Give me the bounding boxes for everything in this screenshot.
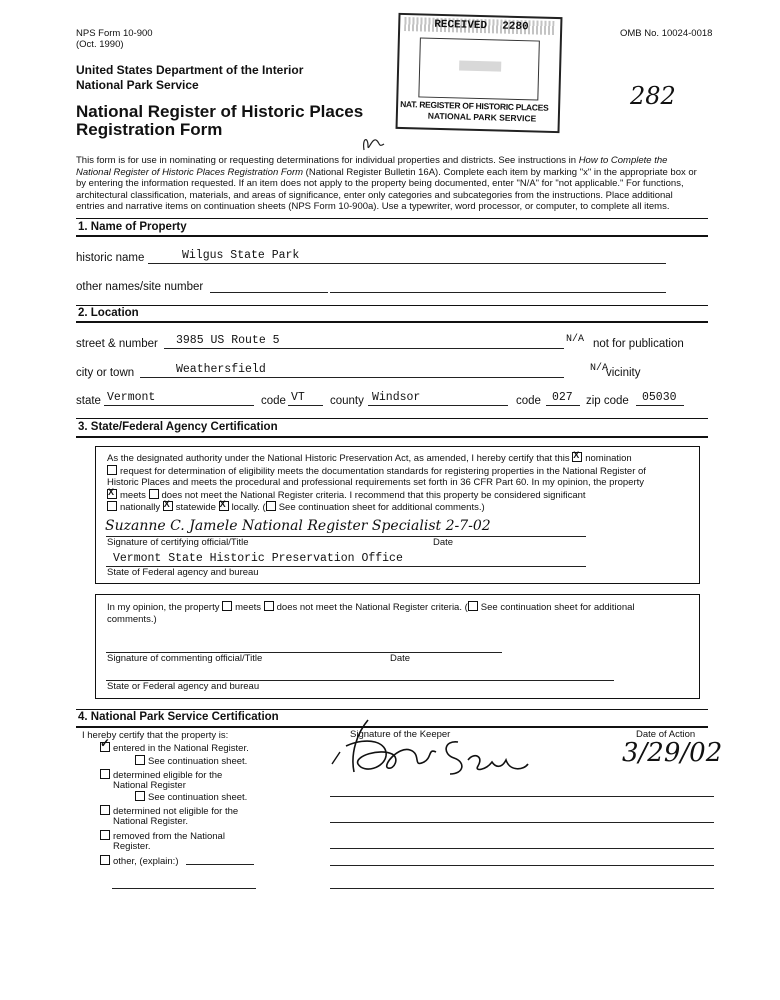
opt-not-eligible-2: National Register. [113, 816, 188, 827]
opinion-continuation-checkbox[interactable] [468, 601, 478, 611]
form-subtitle: Registration Form [76, 120, 223, 139]
date-label: Date [433, 537, 454, 548]
zip-value[interactable]: 05030 [642, 391, 677, 404]
date-of-action-value: 3/29/02 [622, 738, 723, 768]
keeper-signature-label: Signature of the Keeper [350, 729, 451, 740]
removed-checkbox[interactable] [100, 830, 110, 840]
section-2-heading: 2. Location [78, 307, 139, 319]
entered-continuation-checkbox[interactable] [135, 755, 145, 765]
continuation-checkbox[interactable] [266, 501, 276, 511]
opt-not-eligible: determined not eligible for the [100, 805, 238, 818]
opt-eligible-2: National Register [113, 780, 186, 791]
historic-name-label: historic name [76, 252, 145, 264]
nomination-checkbox[interactable] [572, 452, 582, 462]
street-value[interactable]: 3985 US Route 5 [176, 334, 280, 347]
received-stamp [396, 13, 563, 133]
certifying-signature: Suzanne C. Jamele National Register Specialist 2-7-02 [105, 518, 491, 534]
state-value[interactable]: Vermont [107, 391, 156, 404]
commenting-signature-label: Signature of commenting official/Title [107, 653, 263, 664]
keeper-signature-mark [328, 712, 538, 796]
opt-other: other, (explain:) [100, 855, 178, 868]
historic-name-value[interactable]: Wilgus State Park [182, 249, 300, 262]
opinion-text: In my opinion, the property meets does not meet the National Register criteria. ( See continuation sheet for additional comments.) [107, 602, 635, 625]
certification-text: As the designated authority under the National Historic Preservation Act, as amended, I hereby certify that this X nomination request for determination of eligibility meets the documentation standards for registering properties in the National Register of Historic Places and meets the procedural and professional requirements set forth in 36 CFR Part 60. In my opinion, the property Xmeets does not meet the National Register criteria. I recommend that this property be considered significant nationally X statewide X locally. ( See continuation sheet for additional comments.) [107, 452, 687, 514]
eligible-continuation-checkbox[interactable] [135, 791, 145, 801]
does-not-meet-checkbox[interactable] [149, 489, 159, 499]
opt-entered-cont: See continuation sheet. [135, 755, 247, 768]
opt-eligible-cont: See continuation sheet. [135, 791, 247, 804]
state-code-value[interactable]: VT [291, 391, 305, 404]
vicinity-label: vicinity [606, 367, 641, 379]
handwritten-number: 282 [630, 82, 676, 110]
eligible-checkbox[interactable] [100, 769, 110, 779]
commenting-date-label: Date [390, 653, 411, 664]
opinion-does-not-meet-checkbox[interactable] [264, 601, 274, 611]
other-explain-field[interactable] [186, 864, 254, 865]
other-names-field[interactable] [210, 292, 328, 293]
not-for-publication-label: not for publication [593, 338, 684, 350]
agency-value[interactable]: Vermont State Historic Preservation Office [113, 552, 403, 565]
locally-checkbox[interactable] [219, 501, 229, 511]
form-number: NPS Form 10-900 [76, 28, 153, 39]
nationally-checkbox[interactable] [107, 501, 117, 511]
opt-eligible: determined eligible for the [100, 769, 222, 782]
state-label: state [76, 395, 101, 407]
section-3-heading: 3. State/Federal Agency Certification [78, 421, 278, 433]
stamp-agency-2: NATIONAL PARK SERVICE [427, 110, 537, 124]
section-4-heading: 4. National Park Service Certification [78, 711, 279, 723]
opinion-meets-checkbox[interactable] [222, 601, 232, 611]
statewide-checkbox[interactable] [163, 501, 173, 511]
city-label: city or town [76, 367, 135, 379]
department: United States Department of the Interior [76, 63, 304, 77]
opt-entered: ✓entered in the National Register. [100, 742, 249, 755]
other-checkbox[interactable] [100, 855, 110, 865]
not-eligible-checkbox[interactable] [100, 805, 110, 815]
request-checkbox[interactable] [107, 465, 117, 475]
street-label: street & number [76, 338, 158, 350]
entered-checkbox[interactable] [100, 742, 110, 752]
county-code-value[interactable]: 027 [552, 391, 573, 404]
certify-text: I hereby certify that the property is: [82, 730, 229, 741]
stamp-received: RECEIVED [434, 18, 488, 33]
intro-text: This form is for use in nominating or requesting determinations for individual properties and districts. See instructions in How to Complete the National Register of Historic Places Registration Form (National Register Bulletin 16A). Complete each item by marking "x" in the appropriate box or by entering the information requested. If an item does not apply to the property being documented, enter "N/A" for "not applicable." For functions, architectural classification, materials, and areas of significance, enter only categories and subcategories from the instructions. Place additional entries and narrative items on continuation sheets (NPS Form 10-900a). Use a typewriter, word processor, or computer, to complete all items. [76, 155, 697, 212]
initials-mark [358, 128, 388, 158]
form-title: National Register of Historic Places [76, 102, 364, 121]
stamp-agency-1: NAT. REGISTER OF HISTORIC PLACES [400, 98, 549, 113]
meets-checkbox[interactable] [107, 489, 117, 499]
city-value[interactable]: Weathersfield [176, 363, 266, 376]
county-value[interactable]: Windsor [372, 391, 421, 404]
omb-number: OMB No. 10024-0018 [620, 28, 713, 39]
county-code-label: code [516, 395, 541, 407]
other-names-label: other names/site number [76, 281, 204, 293]
opt-removed: removed from the National [100, 830, 225, 843]
section-1-heading: 1. Name of Property [78, 221, 187, 233]
signature-label: Signature of certifying official/Title [107, 537, 249, 548]
form-date: (Oct. 1990) [76, 39, 124, 50]
stamp-number: 2280 [502, 20, 529, 34]
agency-label: State of Federal agency and bureau [107, 567, 259, 578]
county-label: county [330, 395, 364, 407]
na-publication: N/A [566, 334, 585, 345]
na-vicinity: N/A [590, 363, 609, 374]
service: National Park Service [76, 78, 199, 92]
state-code-label: code [261, 395, 286, 407]
commenting-agency-label: State or Federal agency and bureau [107, 681, 260, 692]
opt-removed-2: Register. [113, 841, 151, 852]
date-of-action-label: Date of Action [636, 729, 696, 740]
zip-label: zip code [586, 395, 629, 407]
